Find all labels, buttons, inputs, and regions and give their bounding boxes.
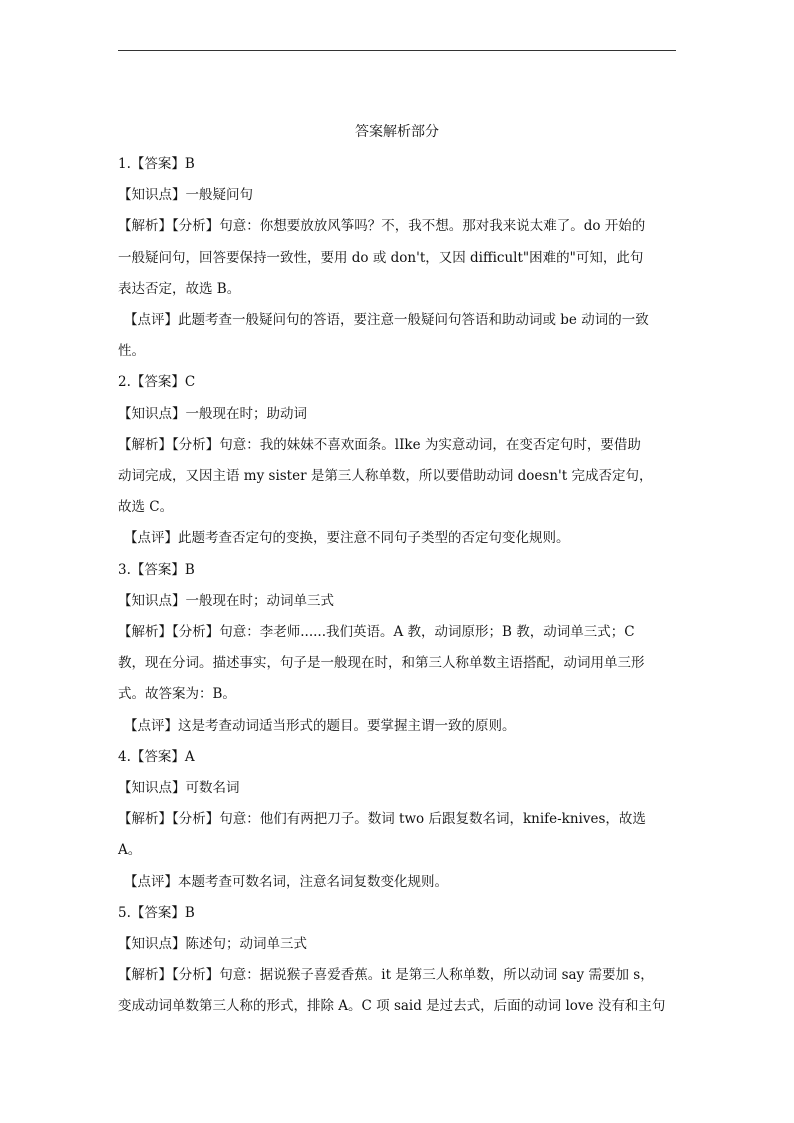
- text-line: 2.【答案】C: [118, 374, 196, 391]
- text-line: 性。: [118, 343, 145, 360]
- text-line: 3.【答案】B: [118, 561, 195, 578]
- text-line: 【知识点】可数名词: [118, 780, 240, 796]
- text-line: 表达否定，故选 B。: [118, 280, 241, 297]
- text-line: 一般疑问句，回答要保持一致性，要用 do 或 don't，又因 difficult"困难的"可知，此句: [118, 249, 644, 266]
- text-line: 变成动词单数第三人称的形式，排除 A。C 项 said 是过去式，后面的动词 love 没有和主句: [118, 998, 666, 1015]
- text-line: 【解析】【分析】句意：据说猴子喜爱香蕉。it 是第三人称单数，所以动词 say 需要加 s，: [118, 967, 654, 984]
- text-line: 【点评】这是考查动词适当形式的题目。要掌握主谓一致的原则。: [124, 717, 516, 734]
- text-line: 【解析】【分析】句意：他们有两把刀子。数词 two 后跟复数名词，knife-knives，故选: [118, 811, 646, 828]
- text-line: A。: [118, 842, 142, 859]
- section-title: 答案解析部分: [355, 124, 439, 140]
- text-line: 动词完成，又因主语 my sister 是第三人称单数，所以要借助动词 doesn't 完成否定句，: [118, 468, 653, 484]
- text-line: 【解析】【分析】句意：我的妹妹不喜欢面条。lIke 为实意动词，在变否定句时，要借助: [118, 436, 641, 453]
- text-line: 教，现在分词。描述事实，句子是一般现在时，和第三人称单数主语搭配，动词用单三形: [118, 655, 645, 672]
- text-line: 【解析】【分析】句意：你想要放放风筝吗？不，我不想。那对我来说太难了。do 开始的: [118, 218, 646, 235]
- text-line: 【知识点】一般现在时；助动词: [118, 405, 307, 422]
- text-line: 【解析】【分析】句意：李老师......我们英语。A 教，动词原形；B 教，动词单三式；C: [118, 624, 635, 640]
- header-rule: [118, 50, 676, 51]
- text-line: 【知识点】陈述句；动词单三式: [118, 936, 307, 952]
- text-line: 式。故答案为：B。: [118, 686, 236, 703]
- text-line: 【知识点】一般现在时；动词单三式: [118, 592, 334, 609]
- text-line: 【点评】此题考查否定句的变换，要注意不同句子类型的否定句变化规则。: [124, 530, 570, 547]
- text-line: 5.【答案】B: [118, 904, 195, 921]
- text-line: 故选 C。: [118, 499, 174, 516]
- text-line: 【点评】此题考查一般疑问句的答语，要注意一般疑问句答语和助动词或 be 动词的一致: [124, 312, 649, 328]
- text-line: 1.【答案】B: [118, 156, 195, 172]
- text-line: 4.【答案】A: [118, 748, 195, 765]
- text-line: 【知识点】一般疑问句: [118, 187, 253, 204]
- text-line: 【点评】本题考查可数名词，注意名词复数变化规则。: [124, 873, 448, 890]
